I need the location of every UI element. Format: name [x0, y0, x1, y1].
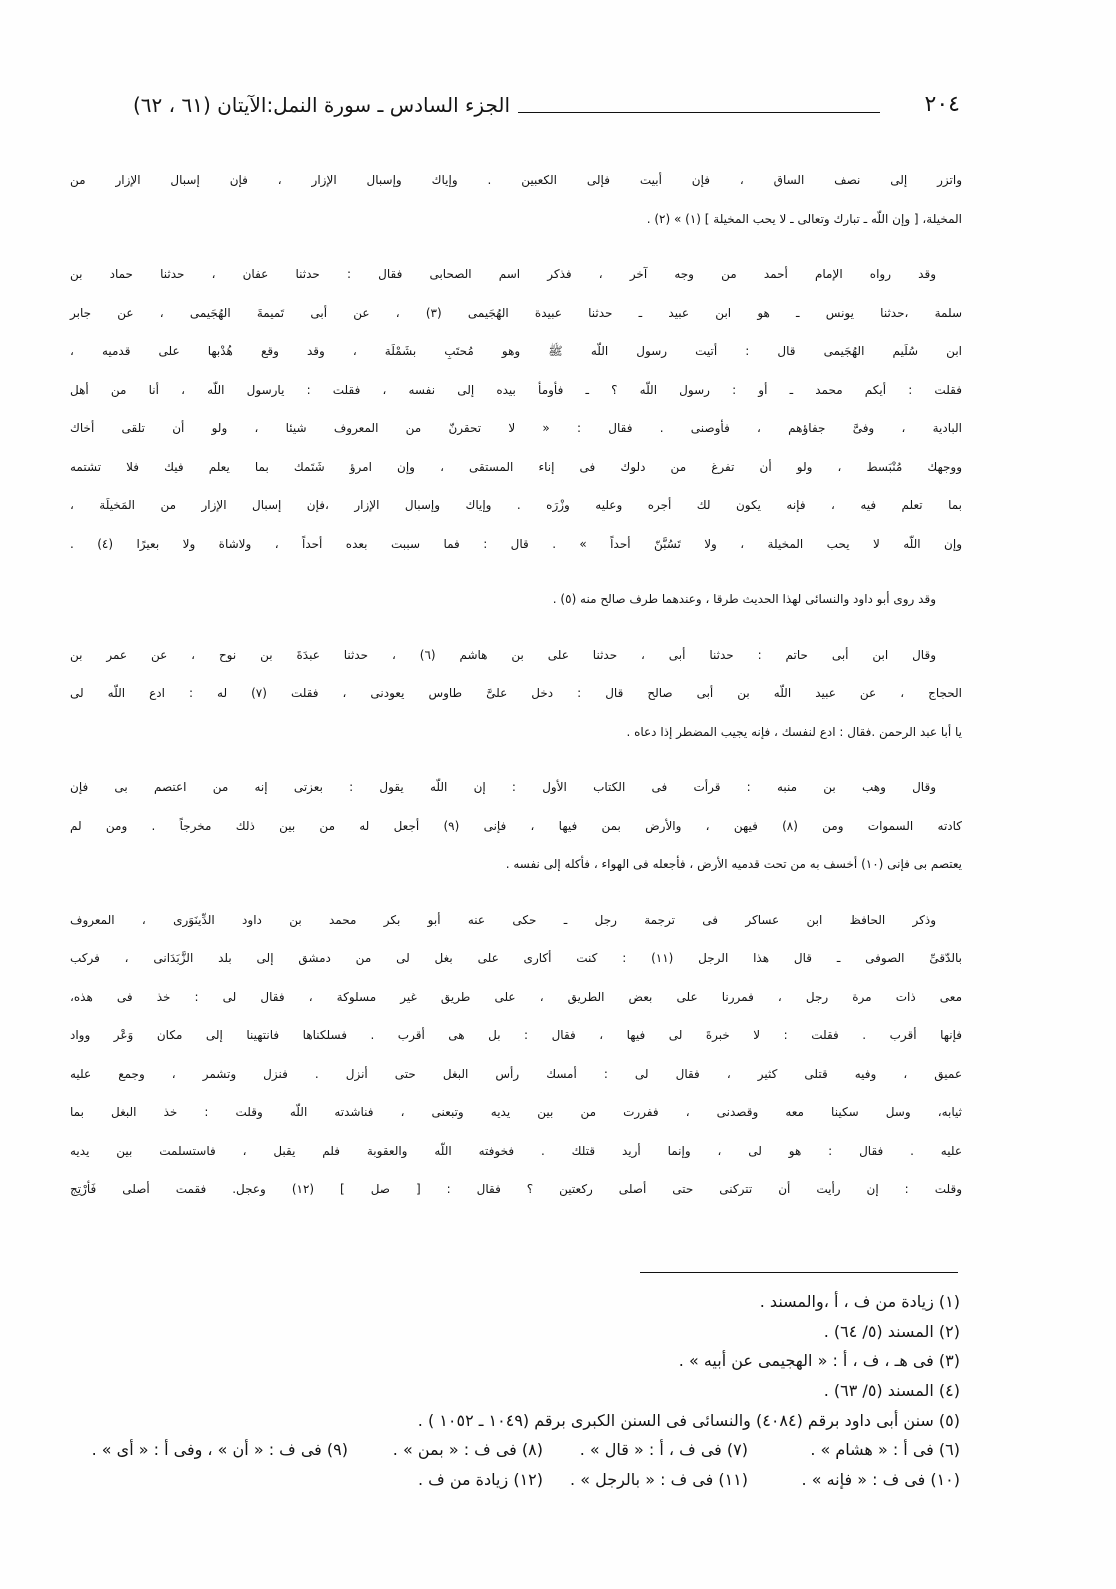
text-line: معى ذات مرة رجل ، فمررنا على بعض الطريق ، على طريق غير مسلوكة ، فقال لى : خذ فى هذه، [70, 989, 962, 1004]
text-line: عميق ، وفيه قتلى كثير ، فقال لى : أمسك رأس البغل حتى أنزل . فنزل وتشمر ، وجمع عليه [70, 1066, 962, 1081]
main-text [70, 161, 962, 1226]
text-line: كادته السموات ومن (٨) فيهن ، والأرض بمن فيها ، فإنى (٩) أجعل له من بين ذلك مخرجاً . ومن لم [70, 818, 962, 833]
text-line: فقلت : أيكم محمد ـ أو : رسول اللّه ؟ ـ فأومأ بيده إلى نفسه ، فقلت : يارسول اللّه ، أنا من أهل [70, 382, 962, 397]
paragraph [70, 580, 962, 619]
footnote-rule [640, 1272, 958, 1273]
paragraph [70, 161, 962, 238]
footnote-row [70, 1465, 960, 1495]
footnote-row [70, 1435, 960, 1465]
text-line: بالدّقىِّ الصوفى ـ قال هذا الرجل (١١) : كنت أكارى على بغل لى من دمشق إلى بلد الزَّبَدَانى ، فركب [70, 951, 963, 965]
text-line: وقد رواه الإمام أحمد من وجه آخر ، فذكر اسم الصحابى فقال : حدثنا عفان ، حدثنا حماد بن [70, 267, 936, 281]
text-line: المخيلة، [ وإن اللّه ـ تبارك وتعالى ـ لا يحب المخيلة ] (١) » (٢) . [646, 211, 962, 226]
footnote: (٩) فى ف : « أن » ، وفى أ : « أى » . [91, 1440, 348, 1460]
paragraph [70, 901, 962, 1209]
footnote: (١) زيادة من ف ، أ ،والمسند . [759, 1292, 960, 1311]
footnotes [70, 1287, 960, 1495]
footnote: (٤) المسند (٥/ ٦٣) . [823, 1381, 960, 1401]
paragraph [70, 255, 962, 563]
paragraph [70, 768, 962, 884]
text-line: وإن اللّه لا يحب المخيلة ، ولا تَسُبَّنّ أحداً » . قال : فما سببت بعده أحداً ، ولاشاة ولا بعيرًا (٤) . [70, 536, 962, 551]
text-line: وقد روى أبو داود والنسائى لهذا الحديث طرقا ، وعندهما طرف صالح منه (٥) . [552, 592, 936, 606]
text-line: وذكر الحافظ ابن عساكر فى ترجمة رجل ـ حكى عنه أبو بكر محمد بن داود الدِّينَوَرى ، المعروف [70, 912, 936, 927]
footnote: (١١) فى ف : « بالرجل » . [570, 1470, 748, 1490]
text-line: وقال ابن أبى حاتم : حدثنا أبى ، حدثنا على بن هاشم (٦) ، حدثنا عبدَةَ بن نوح ، عن عمر بن [70, 647, 936, 662]
text-line: عليه . فقال : هو لى ، وإنما أريد قتلك . فخوفته اللّه والعقوبة فلم يقبل ، فاستسلمت بين يديه [70, 1143, 962, 1158]
text-line: فإنها أقرب . فقلت : لا خبرةَ لى فيها ، فقال : بل هى أقرب . فسلكناها فانتهينا إلى مكان وَعْر وواد [70, 1028, 962, 1042]
running-title: الجزء السادس ـ سورة النمل:الآيتان (٦١ ، ٦٢) [132, 93, 510, 117]
text-line: ووجهك مُنْبَسط ، ولو أن تفرغ من دلوك فى إناء المستقى ، وإن امرؤ شَتَمك بما يعلم فيك فلا تشتمه [70, 459, 962, 474]
footnote: (٧) فى ف ، أ : « قال » . [579, 1440, 748, 1460]
footnote: (١٢) زيادة من ف . [417, 1470, 543, 1490]
text-line: بما تعلم فيه ، فإنه يكون لك أجره وعليه وزْرَه . وإياك وإسبال الإزار ،فإن إسبال الإزار من المَخيلَة ، [70, 498, 962, 512]
text-line: وقلت : إن رأيت أن تتركنى حتى أصلى ركعتين ؟ فقال : [ صل ] (١٢) وعجل. فقمت أصلى فَأرْتِج [70, 1182, 962, 1196]
text-line: ثيابه، وسل سكينا معه وقصدنى ، ففررت من بين يديه وتبعنى ، فناشدته اللّه وقلت : خذ البغل بما [70, 1105, 962, 1119]
paragraph [70, 636, 962, 752]
text-line: الحجاج ، عن عبيد اللّه بن أبى صالح قال : دخل علىَّ طاوس يعودنى ، فقلت (٧) له : ادع اللّه لى [70, 686, 962, 700]
text-line: سلمة ،حدثنا يونس ـ هو ابن عبيد ـ حدثنا عبيدة الهُجَيمى (٣) ، عن أبى تَميمةَ الهُجَيمى ، عن جابر [70, 305, 962, 320]
footnote: (٢) المسند (٥/ ٦٤) . [823, 1321, 960, 1341]
text-line: يعتصم بى فإنى (١٠) أخسف به من تحت قدميه الأرض ، فأجعله فى الهواء ، فأكله إلى نفسه . [505, 857, 962, 871]
footnote: (٥) سنن أبى داود برقم (٤٠٨٤) والنسائى فى السنن الكبرى برقم (١٠٤٩ ـ ١٠٥٢ ) . [417, 1410, 960, 1430]
text-line: واتزر إلى نصف الساق ، فإن أبيت فإلى الكعبين . وإياك وإسبال الإزار ، فإن إسبال الإزار من [70, 173, 962, 187]
text-line: يا أبا عبد الرحمن .فقال : ادع لنفسك ، فإنه يجيب المضطر إذا دعاه . [626, 724, 962, 739]
page-number: ٢٠٤ [924, 92, 960, 117]
footnote: (٦) فى أ : « هشام » . [810, 1440, 960, 1460]
footnote: (١٠) فى ف : « فإنه » . [801, 1470, 960, 1490]
text-line: البادية ، وفىَّ جفاؤهم ، فأوصنى . فقال : « لا تحقرنّ من المعروف شيئا ، ولو أن تلقى أخاك [70, 421, 962, 435]
footnote: (٨) فى ف : « بمن » . [392, 1440, 543, 1460]
text-line: ابن سُلَيم الهُجَيمى قال : أتيت رسول اللّه ﷺ وهو مُحتَبِ بشَمْلَة ، وقد وقع هُدْبها على قدميه ، [70, 344, 962, 358]
header-rule [518, 112, 880, 113]
footnote: (٣) فى هـ ، ف ، أ : « الهجيمى عن أبيه » . [678, 1351, 960, 1371]
text-line: وقال وهب بن منبه : قرأت فى الكتاب الأول : إن اللّه يقول : بعزتى إنه من اعتصم بى فإن [70, 780, 936, 794]
